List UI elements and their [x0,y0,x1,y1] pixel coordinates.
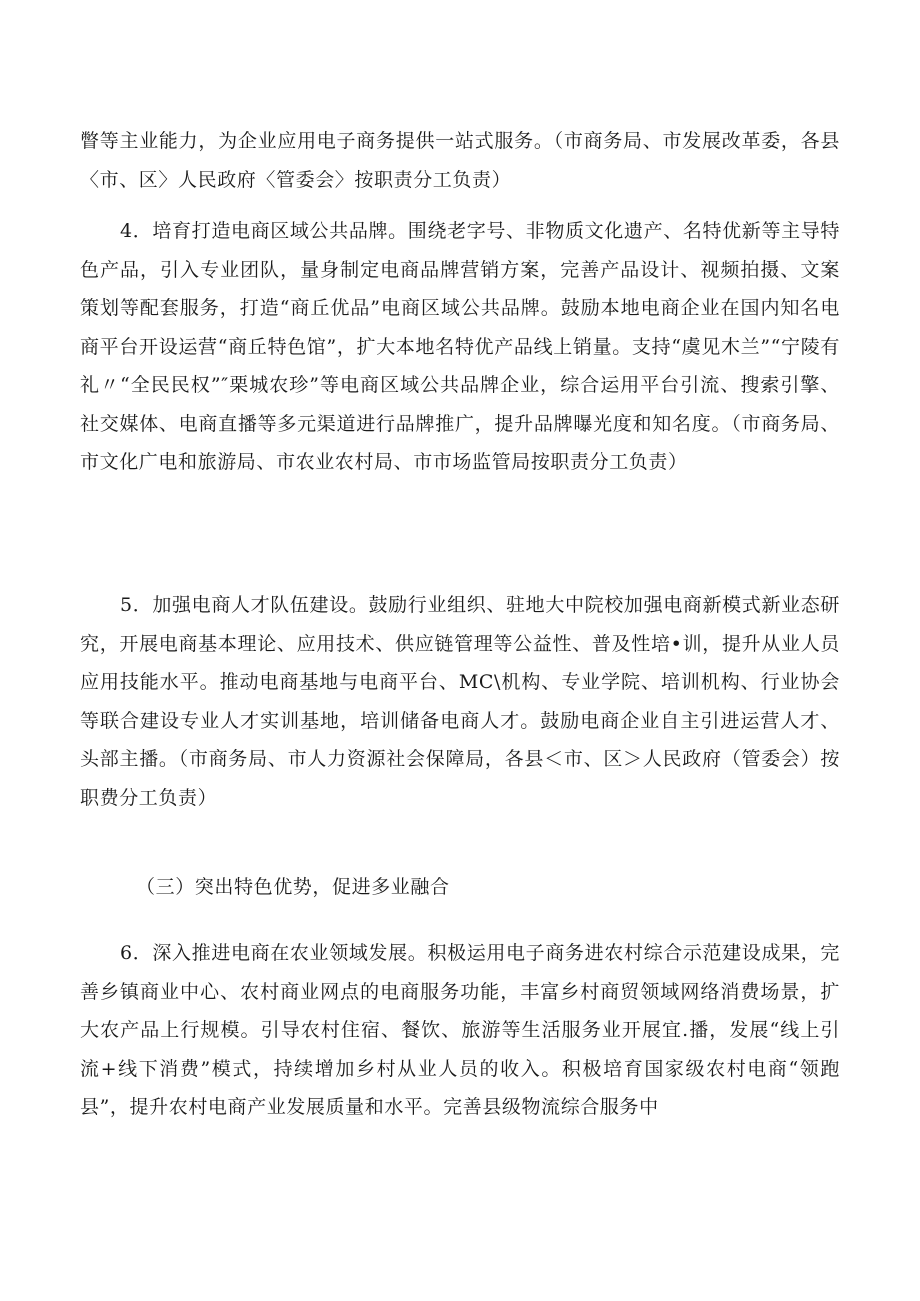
paragraph-item-4: 4．培育打造电商区域公共品牌。围绕老字号、非物质文化遗产、名特优新等主导特色产品，引入专业团队，量身制定电商品牌营销方案，完善产品设计、视频拍摄、文案策划等配套服务，打造“商丘优品”电商区域公共品牌。鼓励本地电商企业在国内知名电商平台开设运营“商丘特色馆”，扩大本地名特优产品线上销量。支持“虞见木兰”“宁陵有礼〃“全民民权”″栗城农珍”等电商区域公共品牌企业，综合运用平台引流、搜索引擎、社交媒体、电商直播等多元渠道进行品牌推广，提升品牌曝光度和知名度。（市商务局、市文化广电和旅游局、市农业农村局、市市场监管局按职责分工负责） [80,220,840,473]
paragraph-continuation: 瞥等主业能力，为企业应用电子商务提供一站式服务。（市商务局、市发展改革委，各县〈市、区〉人民政府〈管委会〉按职责分工负责） [80,130,840,191]
section-heading: （三）突出特色优势，促进多业融合 [136,876,450,898]
paragraph-item-6: 6．深入推进电商在农业领域发展。积极运用电子商务进农村综合示范建设成果，完善乡镇商业中心、农村商业网点的电商服务功能，丰富乡村商贸领域网络消费场景，扩大农产品上行规模。引导农村住宿、餐饮、旅游等生活服务业开展宜.播，发展“线上引流+线下消费”模式，持续增加乡村从业人员的收入。积极培育国家级农村电商“领跑县”，提升农村电商产业发展质量和水平。完善县级物流综合服务中 [80,942,840,1118]
paragraph-item-5: 5．加强电商人才队伍建设。鼓励行业组织、驻地大中院校加强电商新模式新业态研究，开展电商基本理论、应用技术、供应链管理等公益性、普及性培•训，提升从业人员应用技能水平。推动电商基地与电商平台、MC\机构、专业学院、培训机构、行业协会等联合建设专业人才实训基地，培训储备电商人才。鼓励电商企业自主引进运营人才、头部主播。（市商务局、市人力资源社会保障局，各县＜市、区＞人民政府（管委会）按职费分工负责） [80,594,840,809]
